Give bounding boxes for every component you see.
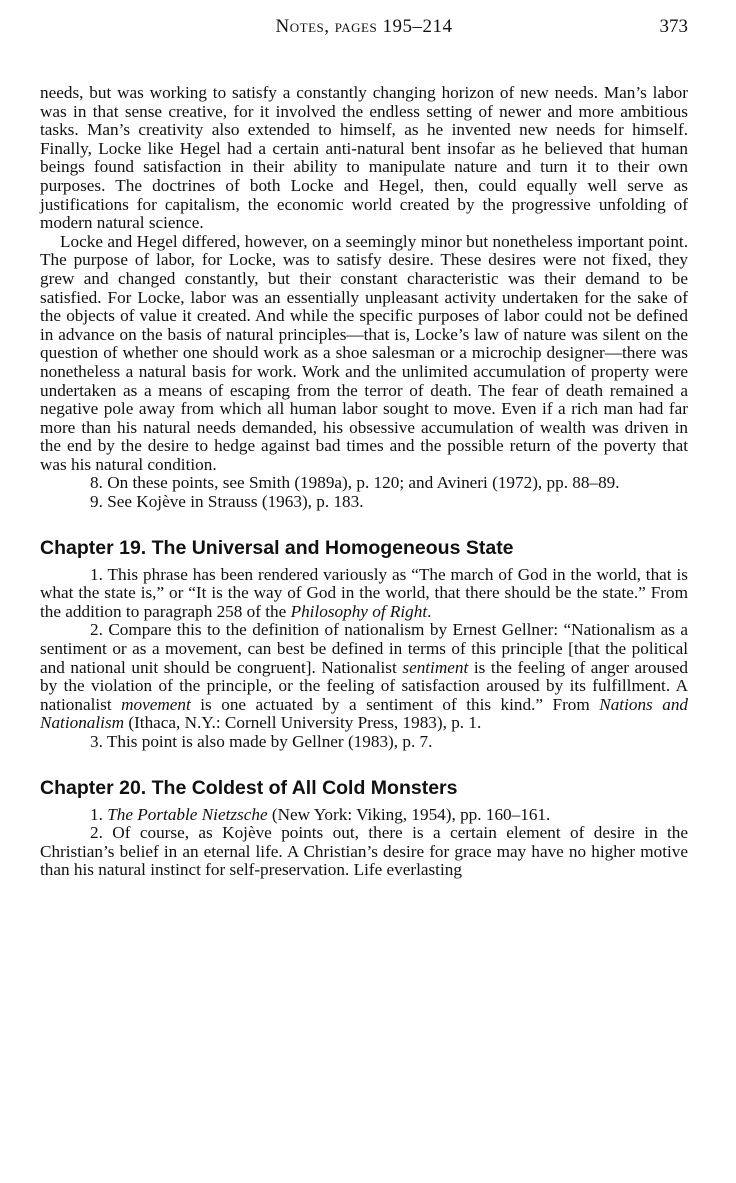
note-9: 9. See Kojève in Strauss (1963), p. 183. — [90, 492, 364, 512]
ch19-note-1-end: . — [427, 601, 432, 621]
ch19-note-2-d: (Ithaca, N.Y.: Cornell University Press, 1983), p. 1. — [124, 713, 482, 733]
continued-paragraph: needs, but was working to satisfy a constantly changing horizon of new needs. Man’s labor was in that sense creative, for it involved the endless setting of newer and more ambitious tasks. Man’s creativity also extended to himself, as he invented new needs for himself. Finally, Locke like Hegel had a certain anti-natural bent insofar as he believed that human beings found satisfaction in their ability to manipulate nature and turn it to their own purposes. The doctrines of both Locke and Hegel, then, could equally well serve as justifications for capitalism, the economic world created by the progressive unfolding of modern natural science. — [40, 83, 688, 233]
ch19-note-2-book-title: Nations and Nationalism — [40, 694, 689, 733]
ch20-note-2: 2. Of course, as Kojève points out, there is a certain element of desire in the Christian’s belief in an eternal life. A Christian’s desire for grace may have no higher motive than his natural instinct for self-preservation. Life everlasting — [40, 823, 688, 880]
chapter-20-heading: Chapter 20. The Coldest of All Cold Monsters — [40, 776, 458, 799]
ch19-note-2-c: is one actuated by a sentiment of this kind.” From — [190, 694, 600, 714]
ch19-note-2-a: 2. Compare this to the definition of nationalism by Ernest Gellner: “Nationalism as a sentiment or as a movement, can best be defined in terms of this principle [that the political and national unit should be congruent]. Nationalist — [40, 620, 688, 677]
ch20-note-1-a: 1. — [90, 804, 108, 824]
ch19-note-1 — [40, 566, 688, 622]
paragraph-locke-hegel: Locke and Hegel differed, however, on a seemingly minor but nonetheless important point. The purpose of labor, for Locke, was to satisfy desire. These desires were not fixed, they grew and changed constantly, but their constant characteristic was their demand to be satisfied. For Locke, labor was an essentially unpleasant activity undertaken for the sake of the objects of value it created. And while the specific purposes of labor could not be defined in advance on the basis of natural principles—that is, Locke’s law of nature was silent on the question of whether one should work as a shoe salesman or a microchip designer—there was nonetheless a natural basis for work. Work and the unlimited accumulation of property were undertaken as a means of escaping from the terror of death. The fear of death remained a negative pole away from which all human labor sought to move. Even if a rich man had far more than his natural needs demanded, his obsessive accumulation of wealth was driven in the end by the desire to hedge against bad times and the possible return of the poverty that was his natural condition. — [40, 231, 688, 474]
page-body — [40, 84, 688, 880]
running-head: Notes, pages 195–214 — [275, 16, 453, 37]
ch19-note-2 — [40, 621, 688, 733]
ch20-note-1-b: (New York: Viking, 1954), pp. 160–161. — [267, 804, 551, 824]
page-number: 373 — [659, 16, 688, 37]
ch20-note-1-book-title: The Portable Nietzsche — [107, 804, 268, 824]
ch19-note-3: 3. This point is also made by Gellner (1983), p. 7. — [90, 732, 433, 751]
ch19-note-1-text: 1. This phrase has been rendered variously as “The march of God in the world, that is what the state is,” or “It is the way of God in the world, that there should be the state.” From the addition to paragraph 258 of the — [40, 564, 688, 621]
page-header — [40, 16, 688, 42]
note-8: 8. On these points, see Smith (1989a), p. 120; and Avineri (1972), pp. 88–89. — [90, 473, 620, 493]
ch19-note-2-italic-movement: movement — [121, 694, 191, 714]
ch19-note-2-b: is the feeling of anger aroused by the violation of the principle, or the feeling of satisfaction aroused by its fulfillment. A nationalist — [40, 657, 688, 714]
chapter-19-heading: Chapter 19. The Universal and Homogeneous State — [40, 536, 514, 559]
ch20-note-1 — [40, 806, 688, 825]
ch19-note-2-italic-sentiment: sentiment — [402, 657, 469, 677]
ch19-note-1-title: Philosophy of Right — [290, 601, 428, 621]
